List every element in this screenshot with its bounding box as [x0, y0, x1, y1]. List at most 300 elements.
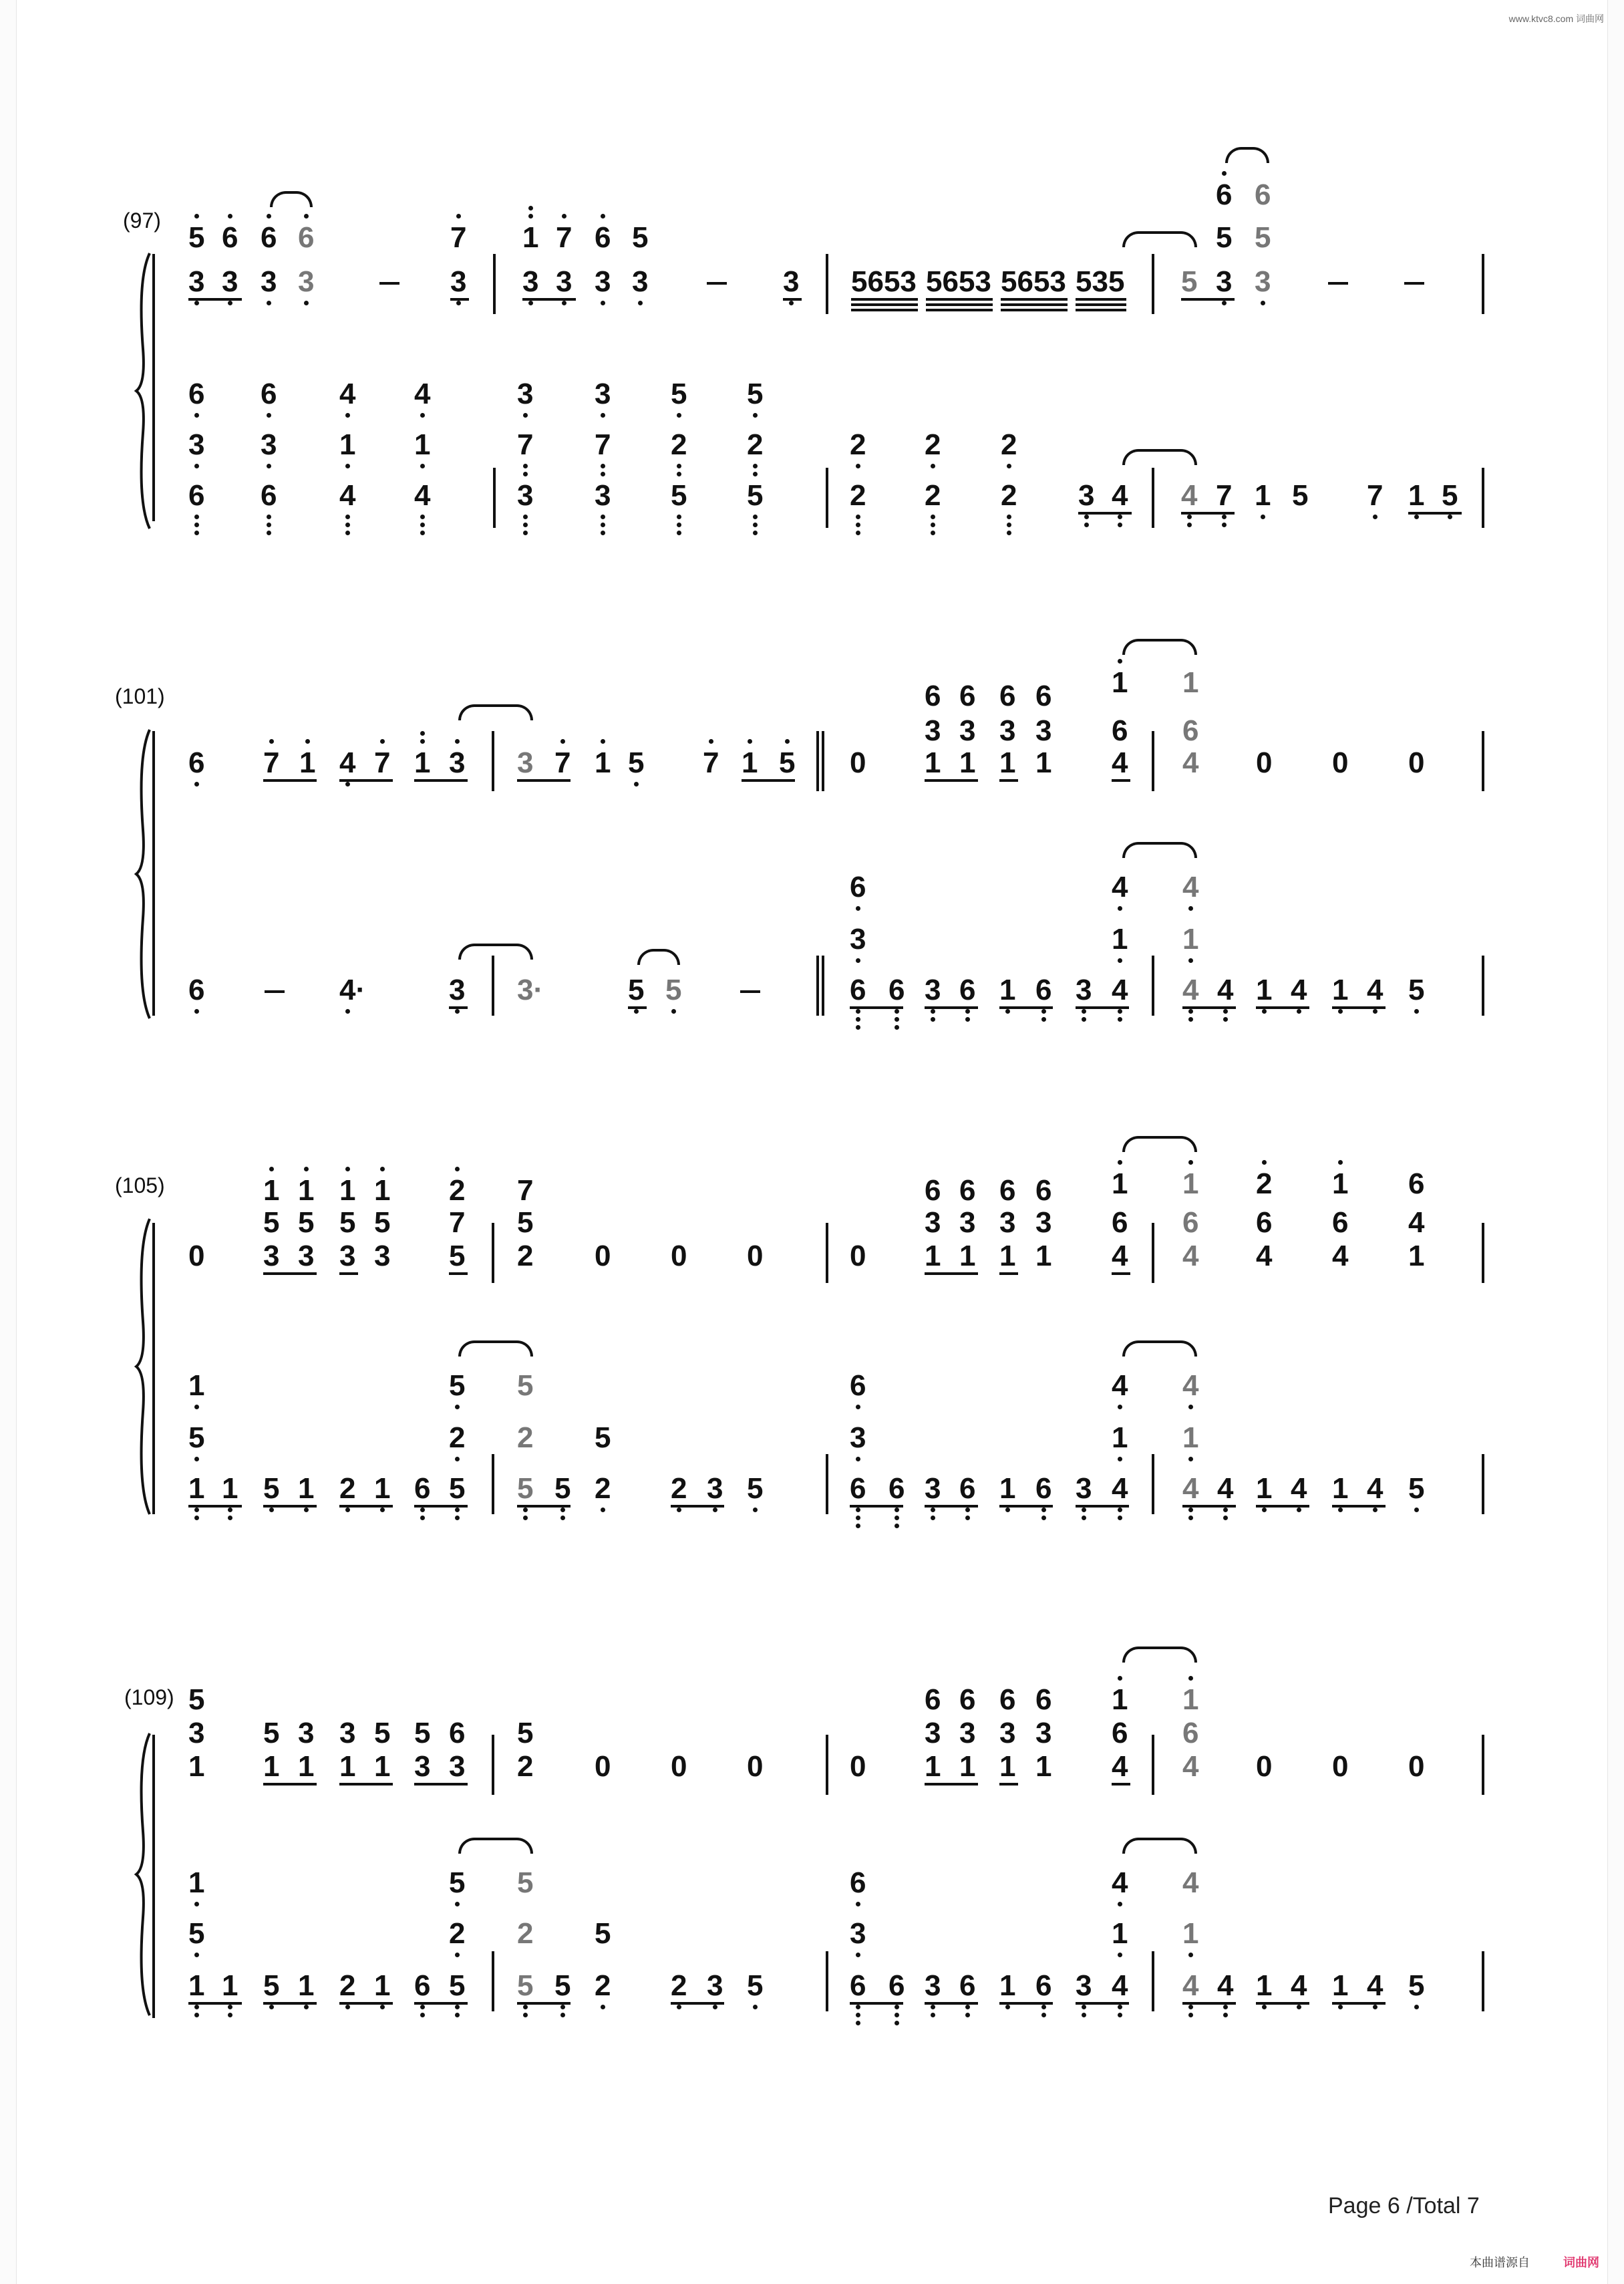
octave-dot-below [345, 464, 350, 468]
octave-dot-above [1222, 171, 1227, 176]
note: 2 [449, 1174, 466, 1207]
octave-dot-below [856, 1009, 860, 1014]
note: 6 [850, 974, 866, 1006]
note: 0 [595, 1750, 611, 1783]
note: 3 [925, 1717, 941, 1749]
note: 4 [1181, 479, 1198, 512]
note: 3 [632, 265, 649, 298]
octave-dot-above [455, 1167, 460, 1171]
octave-dot-below [1041, 1017, 1046, 1022]
beam-line [925, 779, 978, 782]
octave-dot-below [420, 413, 425, 418]
bar-line [492, 1735, 494, 1795]
beam-line [1076, 1006, 1129, 1009]
octave-dot-below [345, 1009, 350, 1014]
note: 3 [188, 1717, 205, 1749]
note: 6 [188, 479, 205, 512]
octave-dot-below [713, 2005, 717, 2009]
note: 4 [1217, 974, 1234, 1006]
beam-line [1256, 2002, 1309, 2005]
note: 4 [414, 378, 431, 410]
note: 2 [1256, 1167, 1273, 1200]
note: 1 [1035, 1240, 1052, 1272]
note: 3 [449, 746, 466, 779]
octave-dot-below [1188, 2005, 1193, 2009]
note: 4 [1112, 1750, 1128, 1783]
double-bar [816, 731, 824, 791]
octave-dot-below [931, 1508, 935, 1512]
note: 5 [595, 1421, 611, 1454]
octave-dot-below [455, 1516, 460, 1520]
note: 5 [517, 1969, 534, 2002]
note: 6 [1182, 714, 1199, 747]
octave-dot-below [1118, 906, 1122, 911]
octave-dot-below [267, 531, 271, 535]
beam-line [925, 1006, 978, 1009]
note: 4 [1291, 974, 1307, 1006]
note: 4 [1182, 974, 1199, 1006]
measure-number: (101) [115, 684, 165, 708]
note: 5 [1216, 221, 1233, 254]
octave-dot-below [1373, 515, 1377, 519]
beam-line [1332, 2002, 1386, 2005]
note: 4 [1217, 1472, 1234, 1505]
beam-line [339, 779, 393, 782]
note: 5 [1408, 974, 1425, 1006]
note: 2 [449, 1421, 466, 1454]
octave-dot-below [228, 1508, 232, 1512]
octave-dot-above [267, 214, 271, 219]
note: 7 [703, 746, 719, 779]
octave-dot-below [1262, 2005, 1267, 2009]
octave-dot-below [267, 413, 271, 418]
beam-line [263, 1272, 317, 1275]
octave-dot-below [420, 531, 425, 535]
note: 3 [925, 1206, 941, 1239]
tie-arc [1122, 449, 1197, 465]
beam-line [850, 2002, 903, 2005]
note: 5 [1408, 1969, 1425, 2002]
octave-dot-below [420, 464, 425, 468]
octave-dot-below [267, 464, 271, 468]
note: 3 [449, 1750, 466, 1783]
octave-dot-below [1118, 958, 1122, 963]
octave-dot-below [753, 464, 758, 468]
note: 6 [1035, 974, 1052, 1006]
beam-line [999, 2002, 1053, 2005]
note: 6 [1216, 178, 1233, 211]
grand-staff-brace [134, 727, 154, 1021]
note: 6 [925, 1683, 941, 1716]
octave-dot-below [931, 464, 935, 468]
octave-dot-below [1118, 1457, 1122, 1461]
note: 5 [263, 1206, 280, 1239]
page-indicator: Page 6 /Total 7 [1328, 2193, 1480, 2219]
note: 1 [959, 746, 976, 779]
note: 7 [1367, 479, 1384, 512]
grand-staff-brace [134, 1216, 154, 1517]
note: 1 [1182, 666, 1199, 699]
note: 3 [999, 1717, 1016, 1749]
right-margin-strip [1607, 0, 1624, 2284]
note: 3 [222, 265, 238, 298]
note: 1 [1112, 923, 1128, 956]
octave-dot-below [194, 515, 199, 519]
octave-dot-below [856, 464, 860, 468]
note: 6 [888, 1472, 905, 1505]
octave-dot-above [528, 214, 533, 219]
bar-line [1482, 1223, 1484, 1283]
note: 3 [1076, 1472, 1092, 1505]
tie-arc [637, 949, 680, 965]
octave-dot-below [380, 2005, 385, 2009]
note: 3 [263, 1240, 280, 1272]
octave-dot-below [1223, 2013, 1228, 2017]
octave-dot-below [1223, 1508, 1228, 1512]
octave-dot-below [856, 1516, 860, 1520]
octave-dot-below [965, 2005, 970, 2009]
note: 6 [188, 378, 205, 410]
beam-line [188, 2002, 242, 2005]
beam-line [1112, 1783, 1130, 1786]
note: 2 [595, 1969, 611, 2002]
octave-dot-below [856, 906, 860, 911]
note: 6 [925, 1174, 941, 1207]
note: 535 [1076, 265, 1125, 298]
note: 5 [263, 1717, 280, 1749]
note: 1 [522, 221, 539, 254]
note: 1 [595, 746, 611, 779]
beam-line [742, 779, 795, 782]
octave-dot-above [562, 214, 566, 219]
note: 6 [888, 974, 905, 1006]
beam-line [851, 303, 918, 306]
octave-dot-below [523, 515, 528, 519]
octave-dot-below [267, 523, 271, 527]
note: 1 [339, 1750, 356, 1783]
octave-dot-below [1188, 1953, 1193, 1957]
octave-dot-below [895, 1524, 899, 1528]
note: 3 [783, 265, 800, 298]
octave-dot-below [856, 1953, 860, 1957]
beam-line [263, 779, 317, 782]
note: 0 [747, 1240, 764, 1272]
note: 0 [850, 746, 866, 779]
note: 6 [414, 1472, 431, 1505]
note: 0 [1256, 746, 1273, 779]
note: 5 [595, 1917, 611, 1950]
note: 1 [222, 1472, 238, 1505]
note: 5 [188, 1421, 205, 1454]
octave-dot-below [601, 1508, 605, 1512]
octave-dot-below [931, 523, 935, 527]
octave-dot-below [1297, 1508, 1301, 1512]
octave-dot-below [965, 1508, 970, 1512]
note: 4 [1217, 1969, 1234, 2002]
octave-dot-below [420, 2005, 425, 2009]
dash-rest [379, 282, 399, 285]
note: 6 [959, 974, 976, 1006]
note: 3 [1216, 265, 1233, 298]
note: 3 [925, 714, 941, 747]
octave-dot-below [1118, 2013, 1122, 2017]
note: 2 [517, 1917, 534, 1950]
octave-dot-above [785, 739, 790, 744]
octave-dot-below [677, 464, 681, 468]
note: 7 [556, 221, 573, 254]
note: 1 [1035, 1750, 1052, 1783]
note: 1 [999, 974, 1016, 1006]
note: 3 [517, 479, 534, 512]
octave-dot-below [345, 1508, 350, 1512]
note: 3 [595, 378, 611, 410]
octave-dot-below [677, 531, 681, 535]
octave-dot-above [528, 206, 533, 210]
note: 1 [374, 1472, 391, 1505]
note: 6 [959, 680, 976, 712]
note: 1 [298, 1969, 315, 2002]
note: 1 [999, 1472, 1016, 1505]
octave-dot-below [634, 782, 639, 787]
note: 6 [1255, 178, 1271, 211]
note: 1 [1256, 974, 1273, 1006]
octave-dot-above [269, 739, 274, 744]
beam-line [1112, 779, 1130, 782]
octave-dot-below [677, 1508, 681, 1512]
octave-dot-below [965, 1009, 970, 1014]
octave-dot-below [856, 523, 860, 527]
brand-stamp: 词曲网 [1563, 2256, 1599, 2269]
octave-dot-above [1338, 1160, 1343, 1165]
bar-line [492, 731, 494, 791]
note: 6 [1035, 680, 1052, 712]
note: 7 [595, 428, 611, 461]
octave-dot-below [965, 2013, 970, 2017]
octave-dot-below [638, 301, 643, 305]
octave-dot-below [1041, 1516, 1046, 1520]
octave-dot-below [1188, 1017, 1193, 1022]
note: 3 [595, 265, 611, 298]
octave-dot-below [895, 1516, 899, 1520]
octave-dot-below [1188, 1405, 1193, 1409]
note: 1 [298, 1472, 315, 1505]
note: 0 [747, 1750, 764, 1783]
octave-dot-below [1041, 1508, 1046, 1512]
note: 4 [1332, 1240, 1349, 1272]
beam-line [1001, 298, 1068, 301]
octave-dot-below [1041, 2005, 1046, 2009]
note: 6 [1182, 1206, 1199, 1239]
octave-dot-below [1222, 523, 1227, 527]
note: 4 [1182, 746, 1199, 779]
note: 3 [298, 1240, 315, 1272]
bar-line [1152, 1951, 1154, 2011]
note: 3 [188, 428, 205, 461]
note: 5 [747, 1472, 764, 1505]
octave-dot-below [523, 531, 528, 535]
octave-dot-below [1118, 1009, 1122, 1014]
octave-dot-below [856, 531, 860, 535]
beam-line [1076, 1505, 1129, 1508]
note: 3 [522, 265, 539, 298]
octave-dot-below [560, 1516, 565, 1520]
bar-line [1152, 254, 1154, 314]
note: 2 [517, 1421, 534, 1454]
octave-dot-above [560, 739, 565, 744]
note: 1 [959, 1240, 976, 1272]
beam-line [1182, 2002, 1236, 2005]
octave-dot-below [1007, 531, 1011, 535]
note: 2 [671, 1969, 687, 2002]
octave-dot-below [194, 1457, 199, 1461]
beam-line [926, 309, 993, 311]
note: 6 [1408, 1167, 1425, 1200]
octave-dot-above [601, 214, 605, 219]
octave-dot-above [455, 739, 460, 744]
note: 5 [449, 1369, 466, 1402]
note: 5 [747, 479, 764, 512]
octave-dot-below [634, 1009, 639, 1014]
octave-dot-below [420, 2013, 425, 2017]
bar-line [492, 1951, 494, 2011]
octave-dot-below [1188, 906, 1193, 911]
note: 2 [339, 1969, 356, 2002]
note: 3 [959, 714, 976, 747]
octave-dot-above [1262, 1160, 1267, 1165]
note: 4 [1112, 1969, 1128, 2002]
octave-dot-below [753, 472, 758, 476]
note: 3 [1078, 479, 1095, 512]
beam-line [414, 779, 468, 782]
note: 6 [1035, 1969, 1052, 2002]
note: 2 [925, 479, 941, 512]
note: 2 [1001, 428, 1017, 461]
note: 6 [261, 378, 277, 410]
octave-dot-below [965, 1516, 970, 1520]
bar-line [492, 1454, 494, 1514]
beam-line [851, 309, 918, 311]
octave-dot-below [895, 1017, 899, 1022]
note: 2 [671, 1472, 687, 1505]
note: 3 [339, 1240, 356, 1272]
octave-dot-below [753, 523, 758, 527]
octave-dot-above [228, 214, 232, 219]
note: 1 [1408, 1240, 1425, 1272]
note: 4 [1182, 1969, 1199, 2002]
beam-line [850, 1006, 903, 1009]
note: 6 [850, 1369, 866, 1402]
note: 1 [414, 428, 431, 461]
octave-dot-below [345, 531, 350, 535]
note: 4 [1367, 1969, 1384, 2002]
note: 5 [449, 1240, 466, 1272]
octave-dot-below [228, 301, 232, 305]
octave-dot-below [1118, 1017, 1122, 1022]
octave-dot-above [304, 1167, 309, 1171]
octave-dot-below [1005, 2005, 1010, 2009]
octave-dot-below [194, 301, 199, 305]
note: 3 [261, 265, 277, 298]
note: 7 [1216, 479, 1233, 512]
octave-dot-below [753, 531, 758, 535]
note: 1 [222, 1969, 238, 2002]
beam-line [999, 1783, 1018, 1786]
beam-line [1078, 512, 1132, 515]
octave-dot-below [931, 2013, 935, 2017]
source-stamp: 本曲谱源自 [1470, 2256, 1530, 2269]
note: 6 [188, 746, 205, 779]
note: 1 [298, 1174, 315, 1207]
beam-line [339, 2002, 393, 2005]
octave-dot-below [523, 413, 528, 418]
octave-dot-below [560, 1508, 565, 1512]
octave-dot-below [455, 1902, 460, 1906]
octave-dot-below [228, 1516, 232, 1520]
octave-dot-below [895, 2021, 899, 2025]
note: 2 [850, 428, 866, 461]
note: 3 [850, 923, 866, 956]
bar-line [1152, 1454, 1154, 1514]
bar-line [1482, 1951, 1484, 2011]
octave-dot-below [1188, 1009, 1193, 1014]
octave-dot-below [523, 472, 528, 476]
octave-dot-below [562, 301, 566, 305]
octave-dot-below [194, 523, 199, 527]
note: 5 [449, 1472, 466, 1505]
note: 1 [1182, 1683, 1199, 1716]
note: 6 [999, 1683, 1016, 1716]
note: 3 [1076, 974, 1092, 1006]
octave-dot-below [455, 2013, 460, 2017]
octave-dot-below [345, 413, 350, 418]
note: 5 [374, 1717, 391, 1749]
octave-dot-above [345, 1167, 350, 1171]
octave-dot-below [1118, 1516, 1122, 1520]
note: 3 [925, 974, 941, 1006]
octave-dot-below [856, 1457, 860, 1461]
beam-line [1182, 1505, 1236, 1508]
beam-line [1076, 303, 1126, 306]
note: 6 [959, 1174, 976, 1207]
note: 3 [959, 1717, 976, 1749]
note: 1 [1112, 1167, 1128, 1200]
beam-line [1408, 512, 1462, 515]
note: 4 [1182, 1472, 1199, 1505]
note: 1 [298, 1750, 315, 1783]
octave-dot-below [1223, 1516, 1228, 1520]
tie-arc [1122, 1647, 1197, 1663]
beam-line [263, 1783, 317, 1786]
bar-line [826, 1454, 828, 1514]
tie-arc [458, 1340, 533, 1357]
note: 6 [999, 1174, 1016, 1207]
bar-line [1482, 254, 1484, 314]
beam-line [1182, 1006, 1236, 1009]
octave-dot-below [1262, 1009, 1267, 1014]
note: 6 [850, 1969, 866, 2002]
note: 1 [1255, 479, 1271, 512]
octave-dot-below [856, 1405, 860, 1409]
octave-dot-below [523, 464, 528, 468]
note: 4 [1367, 974, 1384, 1006]
octave-dot-below [856, 958, 860, 963]
octave-dot-below [194, 531, 199, 535]
note: 5 [1442, 479, 1458, 512]
octave-dot-below [856, 2021, 860, 2025]
beam-line [517, 779, 571, 782]
note: 4 [1291, 1472, 1307, 1505]
octave-dot-below [1261, 515, 1265, 519]
